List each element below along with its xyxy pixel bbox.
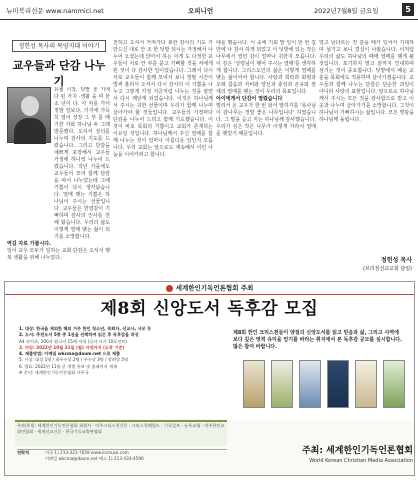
ad-title: 제8회 신앙도서 독후감 모집 bbox=[100, 299, 319, 319]
book-cover-5 bbox=[355, 360, 377, 408]
column-series: 정헌성 목사의 목양지대 이야기 bbox=[12, 40, 106, 52]
article-col3b-text: 멀리서 온 교우가 한 번 와서 말하기를 '목사님 이 감나무는 정말 좋은 나무입니다' 하였습니다. 그 말을 듣고 저는 하나님께 감사했습니다. 우리가 심은 작은 나무가 이렇게 자라서 열매를 맺었기 때문입니다. bbox=[216, 103, 316, 137]
article-title: 교우들과 단감 나누기 bbox=[12, 59, 106, 88]
ad-host-banner bbox=[5, 282, 414, 295]
ad-host-text: 세계한인기독언론협회 주최 bbox=[175, 284, 254, 292]
ad-item: 6. 발표: 2022년 11월 중 개별 통보 및 홈페이지 게재 bbox=[19, 363, 118, 369]
ad-requirements bbox=[19, 326, 219, 376]
ad-organizer bbox=[231, 443, 413, 464]
article-col3-text: 대를 했습니다. 이 중에 기회 밭 일이 한 번 집 만에 나 감사 하게 되었고 이 텃밭에 있는 작은 나무에서 열린 감이 얼마나 귀한지 모릅니다. 이 감은 '성령님이 맺어 주시는 열매'를 생각하게 합니다. 그리스도인의 삶은 이렇게 열매를 맺는 삶이어야 합니다. 사랑과 희락과 화평과 오래 참음과 자비와 양선과 충성과 온유와 절제의 열매를 맺는 것이 우리의 목표입니다. bbox=[216, 40, 316, 95]
author-byline bbox=[320, 257, 412, 273]
article-column-1 bbox=[7, 87, 110, 277]
contact-label: 연락처 bbox=[17, 450, 30, 455]
ad-item: A4 사이즈, 200자 원고지 15매 이내 (글자 크기 10포인트) bbox=[19, 338, 128, 344]
contact-phone: 미국 1) 213-321-7659 www.kcmusa.com bbox=[45, 450, 129, 455]
organizer-name: 주최: 세계한인기독언론협회 bbox=[301, 446, 413, 456]
article-column-4 bbox=[319, 40, 414, 255]
ad-item: 5. 시상: 대상 1명 / 최우수상 2명 / 우수상 3명 / 장려상 5명 bbox=[19, 357, 129, 363]
ad-item: 3. 마감: 2022년 10월 31일 (월) 자정까지 (도착 기준) bbox=[19, 344, 125, 350]
header-date: 2022년7월8일 금요일 bbox=[314, 7, 379, 15]
article-subhead-1: 역길 자로 가봅시다. bbox=[7, 241, 52, 247]
article-col1-text: 유월 시작, 텃밭 울 기에 다 된 가지 ·생활 을 며 한 소 년이 다. 아 차를 가서 정말 일보다, 가지에 가득히 열어 성장 그 부 를 때기한 자와 하나님 두 그래 방문했다. 오셔서 상의를 나누며 감사의 기도를 드렸습니다. 그리고 단감을 예쁘게 포장해서 교우들 가정에 하나씩 나누어 드렸습니다. 작년 가을에도 교우들이 모여 함께 단감을 따서 나누었는데 그때 기쁨이 다시 생각났습니다. 열매 맺는 기쁨은 하나님이 주시는 선물입니다. 교우들은 한결같이 기뻐하며 감사의 인사를 전해 왔습니다. 우리의 삶도 이렇게 열매 맺는 삶이 되기를 소망합니다. bbox=[54, 87, 110, 240]
page-header bbox=[0, 0, 418, 20]
contact-email: 이메일 wkcma@daum.net 팩스 1) 213-433-4590 bbox=[45, 456, 144, 461]
header-site: 뉴미북리선문 www.nammici.net bbox=[6, 7, 104, 15]
author-affiliation: (브리짐선교교회 담임) bbox=[363, 266, 412, 272]
book-covers bbox=[243, 360, 411, 418]
ad-item: ※ 문의: 세계한인기독언론협회 사무국 bbox=[19, 370, 89, 376]
ad-item: 4. 제출방법: 이메일 wkcma@daum.net 으로 제출 bbox=[19, 351, 121, 357]
book-cover-4 bbox=[327, 360, 349, 408]
author-name: 정헌성 목사 bbox=[380, 257, 412, 264]
article-col4-text: 열고 남다르는 것 같을 때가 있어서 기대하며 섬기고 보니 결실이 나왔습니다. 이처럼 우리의 삶도 하나님의 때에 열매를 맺게 될 것입니다. 포기하지 말고 끝까지 인내하며 섬기는 것이 중요합니다. 텃밭에서 배운 교훈을 목회에도 적용하며 살아가겠습니다. 교우들과 함께 나누는 단감은 단순한 과일이 아니라 사랑의 표현입니다. 앞으로도 하나님께서 주시는 모든 것을 감사함으로 받고 이웃과 나누며 살아가기를 소망합니다. 그것이 하나님이 기뻐하시는 삶입니다. 모든 영광을 하나님께 돌립니다. bbox=[319, 40, 414, 123]
organizer-english: World Korean Christian Media Association bbox=[309, 458, 413, 464]
ad-essay-contest bbox=[4, 281, 415, 476]
book-cover-2 bbox=[271, 360, 293, 408]
ad-partners: 주관/후원: 세계한인기독언론협회 회원사 · 미주크리스천신문 · 크리스천헤럴드 · 기독일보 · 뉴욕교협 · 미주한인교회연합회 · 세계선교신문 · 한국기독교출판협회 bbox=[17, 423, 225, 434]
book-cover-6 bbox=[383, 360, 405, 408]
ad-description: 제8회 한인 크리스천들이 양질의 신앙도서를 읽고 믿음과 삶, 그리고 사역에 보다 깊은 영적 유익을 얻기를 바라는 취지에서 본 독후감 공모를 실시합니다. 많은 참여 바랍니다. bbox=[233, 330, 403, 350]
article-column-2 bbox=[113, 40, 213, 278]
header-section: 오피니언 bbox=[188, 7, 214, 15]
article-col2-text: 전하고 오셔서 가져가다 봉한 감사의 기도 가 만드신 대로 안 조 한 텃밭 되시는 가정해서 나누어 오셨는데 앉아서 하는 이게 도 다정한 교우들이 서로 안 부를 묻고 기뻐할 것을 저에게 된 것이 다 감사한 일이었습니다. 그래서 다시 서로 교우들이 함께 모여서 보니 정말 시간이 벌써 흘러서 오셔서 다시 감사의 이 기쁨을 나누고 그렇게 가정 지금처럼 나누는 것을 알면서 다시 깨닫게 되었습니다. 이것은 하나님께서 주시는 귀한 선물이며 우리가 함께 나누며 살아가야 할 것들입니다. 교우들의 가정마다 단감을 나누어 드리고 함께 기도했습니다. 이것이 바로 목회의 기쁨이고 교회가 존재하는 이유일 것입니다. 하나님께서 주신 열매를 함께 나누는 것이 얼마나 아름다운 일인지 모릅니다. 우리 교회는 앞으로도 계속해서 이런 나눔을 이어가려고 합니다. bbox=[113, 40, 213, 158]
org-logo-icon bbox=[166, 285, 173, 292]
article-col1b-text: 일이 교우 모두가 일하는 교회 단감은 오셔서 행복 생활을 위해 나누었다. bbox=[7, 248, 110, 261]
book-cover-3 bbox=[299, 360, 321, 408]
article-subhead-2: 아이에게서 단감이 열렸습니다 bbox=[216, 96, 283, 102]
article-column-3 bbox=[216, 40, 316, 278]
book-cover-1 bbox=[243, 360, 265, 408]
ad-item: 2. 도서: 추천도서 5종 중 1권을 선택하여 읽은 후 독후감을 작성 bbox=[19, 332, 139, 338]
ad-item: 1. 대상: 한국을 제외한 해외 거주 한인 청소년, 목회자, 선교사, 사모 등 bbox=[19, 326, 152, 331]
ad-contact-box bbox=[17, 449, 227, 473]
page-number: 5 bbox=[402, 3, 414, 16]
